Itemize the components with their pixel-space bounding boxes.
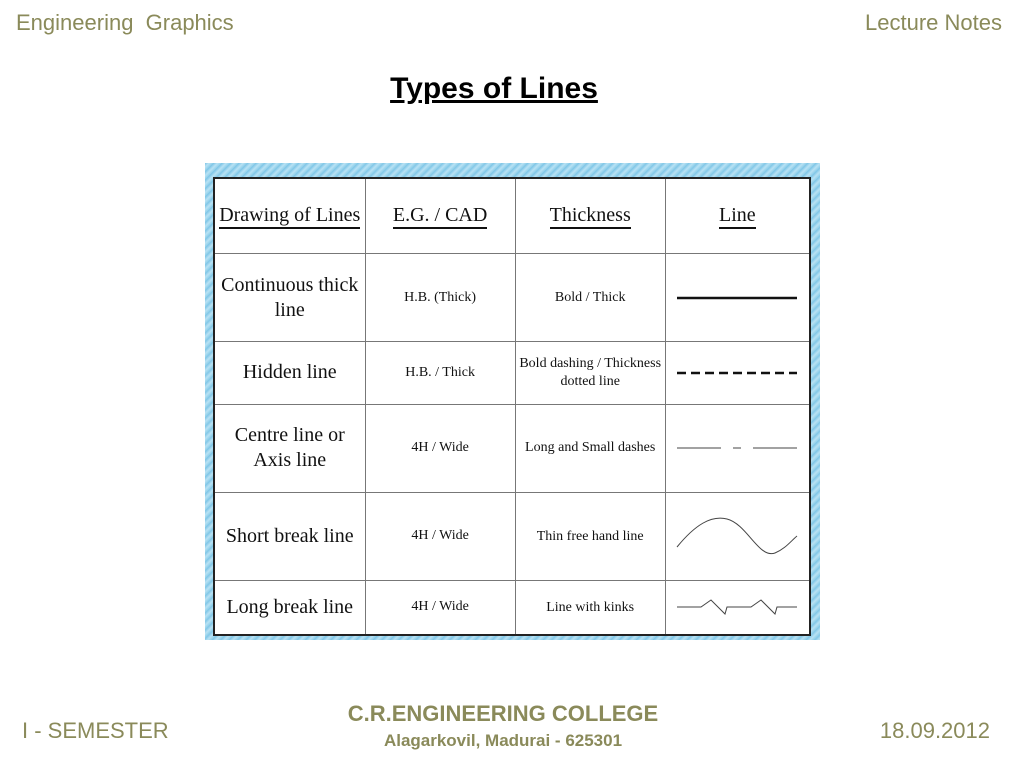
header-eg-cad: E.G. / CAD — [365, 178, 515, 254]
row-name: Short break line — [214, 492, 365, 580]
row-sample — [665, 254, 810, 342]
wavy-line-icon — [675, 511, 799, 561]
college-name: C.R.ENGINEERING COLLEGE — [347, 701, 659, 726]
row-sample — [665, 404, 810, 492]
row-thickness: Bold / Thick — [515, 254, 665, 342]
continuous-thick-line-icon — [675, 288, 799, 308]
table-header-row — [214, 178, 810, 254]
row-eg-cad: H.B. (Thick) — [365, 254, 515, 342]
footer-date: 18.09.2012 — [879, 718, 990, 743]
row-eg-cad: H.B. / Thick — [365, 342, 515, 404]
row-eg-cad: 4H / Wide — [365, 492, 515, 580]
centre-line-icon — [675, 438, 799, 458]
footer-college-block — [300, 701, 706, 751]
row-name: Long break line — [214, 580, 365, 635]
table-row — [214, 492, 810, 580]
header-thickness: Thickness — [515, 178, 665, 254]
row-thickness: Long and Small dashes — [515, 404, 665, 492]
table-frame — [205, 163, 820, 640]
row-sample — [665, 580, 810, 635]
header-drawing-of-lines: Drawing of Lines — [214, 178, 365, 254]
zigzag-line-icon — [675, 592, 799, 622]
row-thickness: Line with kinks — [515, 580, 665, 635]
row-eg-cad: 4H / Wide — [365, 404, 515, 492]
header-notes: Lecture Notes — [865, 10, 1002, 35]
row-thickness: Bold dashing / Thickness dotted line — [515, 342, 665, 404]
row-name: Centre line or Axis line — [214, 404, 365, 492]
row-eg-cad: 4H / Wide — [365, 580, 515, 635]
college-address: Alagarkovil, Madurai - 625301 — [383, 731, 623, 750]
table-row — [214, 404, 810, 492]
header-line: Line — [665, 178, 810, 254]
footer-semester: I - SEMESTER — [22, 718, 169, 743]
table-row — [214, 342, 810, 404]
table-row — [214, 254, 810, 342]
header-subject: Engineering Graphics — [16, 10, 234, 35]
row-sample — [665, 492, 810, 580]
page-title: Types of Lines — [390, 72, 598, 105]
dashed-line-icon — [675, 363, 799, 383]
row-name: Hidden line — [214, 342, 365, 404]
row-thickness: Thin free hand line — [515, 492, 665, 580]
row-name: Continuous thick line — [214, 254, 365, 342]
row-sample — [665, 342, 810, 404]
line-types-table — [213, 177, 811, 636]
table-row — [214, 580, 810, 635]
